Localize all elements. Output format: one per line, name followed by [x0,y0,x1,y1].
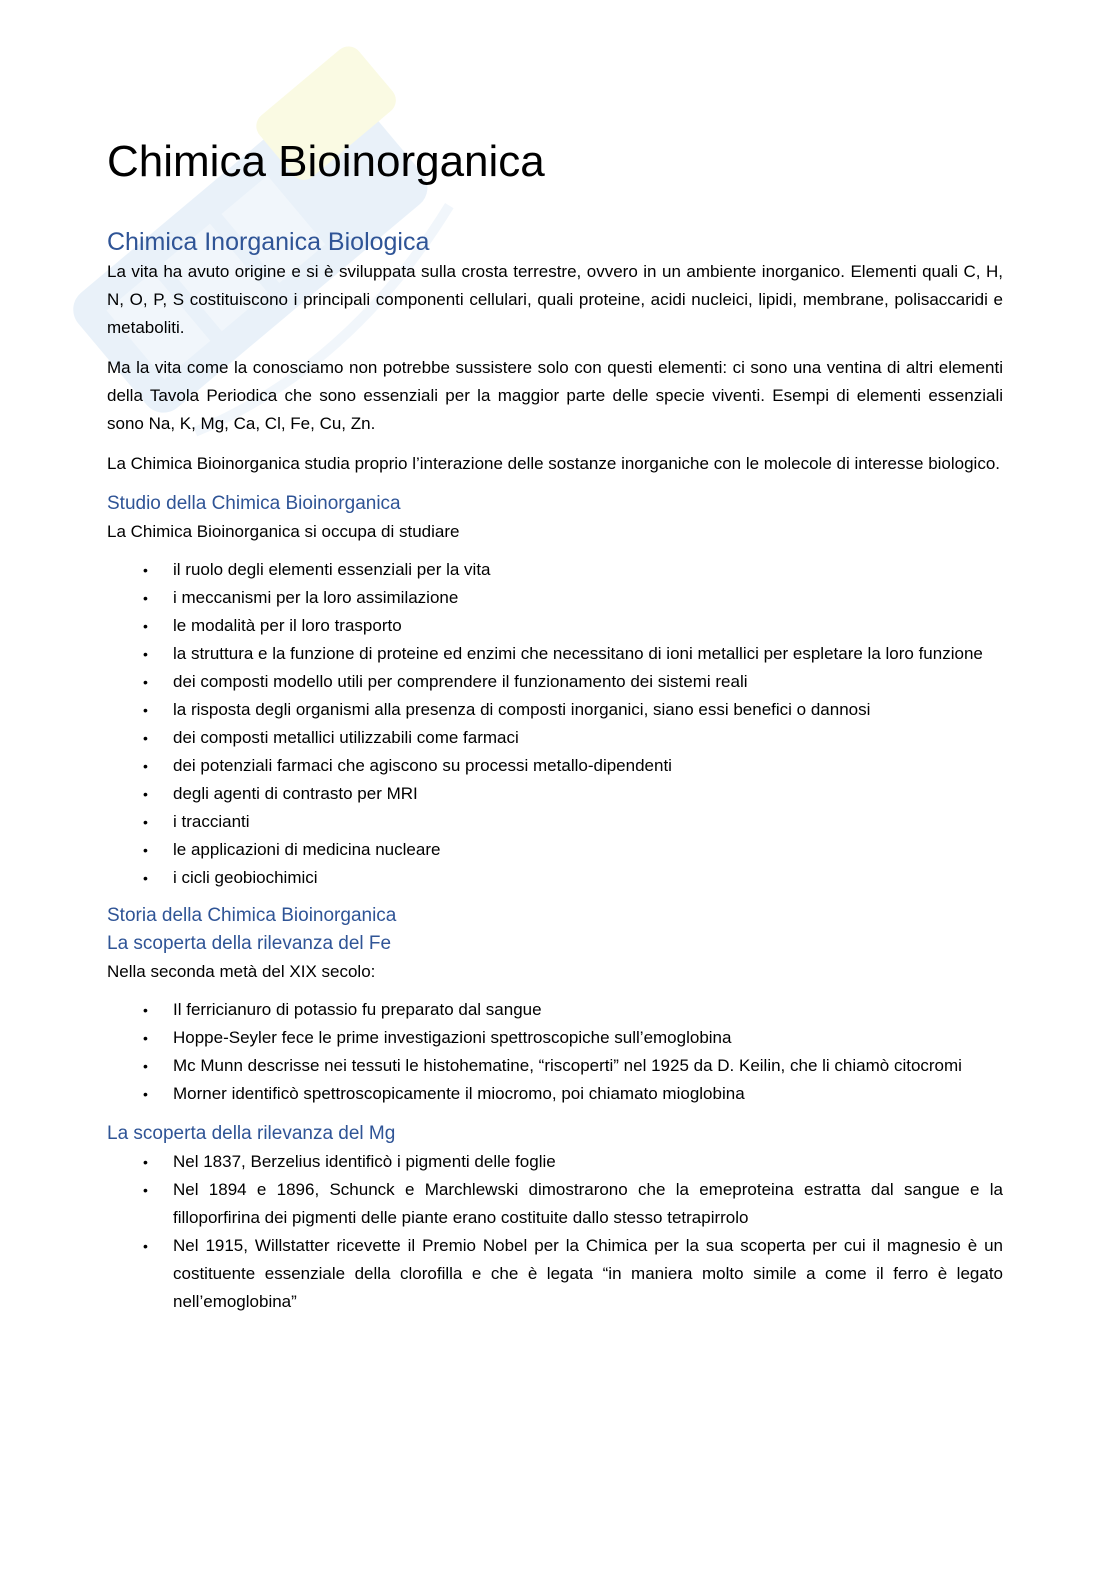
bullet-icon: • [143,1238,148,1254]
bullet-icon: • [143,814,148,830]
bullet-icon: • [143,590,148,606]
list-item: • dei composti metallici utilizzabili come farmaci [107,724,1003,752]
list-item: • la risposta degli organismi alla presenza di composti inorganici, siano essi benefici o dannosi [107,696,1003,724]
bullet-icon: • [143,786,148,802]
bullet-icon: • [143,618,148,634]
bullet-icon: • [143,646,148,662]
list-item: • dei composti modello utili per comprendere il funzionamento dei sistemi reali [107,668,1003,696]
paragraph: La vita ha avuto origine e si è sviluppata sulla crosta terrestre, ovvero in un ambiente inorganico. Elementi quali C, H, N, O, P, S costituiscono i principali componenti cellulari, quali proteine, acidi nucleici, lipidi, membrane, polisaccaridi e metaboliti. [107,262,1003,337]
list-intro: Nella seconda metà del XIX secolo: [107,962,376,981]
section-heading-storia: Storia della Chimica Bioinorganica [107,905,397,926]
list-item: • Nel 1915, Willstatter ricevette il Premio Nobel per la Chimica per la sua scoperta per cui il magnesio è un costituente essenziale della clorofilla e che è legata “in maniera molto simile a come il ferro è legato nell’emoglobina” [107,1232,1003,1316]
bullet-icon: • [143,758,148,774]
study-topics-list [107,556,1003,892]
fe-history-list [107,996,1003,1108]
list-item: • i cicli geobiochimici [107,864,1003,892]
list-item: • i meccanismi per la loro assimilazione [107,584,1003,612]
section-heading-inorganica: Chimica Inorganica Biologica [107,228,430,256]
bullet-icon: • [143,842,148,858]
bullet-icon: • [143,702,148,718]
section-heading-studio: Studio della Chimica Bioinorganica [107,493,401,514]
bullet-icon: • [143,1182,148,1198]
list-item: • le modalità per il loro trasporto [107,612,1003,640]
list-item: • Nel 1894 e 1896, Schunck e Marchlewski dimostrarono che la emeproteina estratta dal sangue e la filloporfirina dei pigmenti delle piante erano costituite dallo stesso tetrapirrolo [107,1176,1003,1232]
paragraph: Ma la vita come la conosciamo non potrebbe sussistere solo con questi elementi: ci sono una ventina di altri elementi della Tavola Periodica che sono essenziali per la maggior parte delle specie viventi. Esempi di elementi essenziali sono Na, K, Mg, Ca, Cl, Fe, Cu, Zn. [107,358,1003,433]
list-item: • Hoppe-Seyler fece le prime investigazioni spettroscopiche sull’emoglobina [107,1024,1003,1052]
bullet-icon: • [143,1086,148,1102]
list-item: • le applicazioni di medicina nucleare [107,836,1003,864]
bullet-icon: • [143,562,148,578]
list-item: • dei potenziali farmaci che agiscono su processi metallo-dipendenti [107,752,1003,780]
bullet-icon: • [143,1030,148,1046]
list-item: • i traccianti [107,808,1003,836]
list-intro: La Chimica Bioinorganica si occupa di studiare [107,522,460,541]
document-title: Chimica Bioinorganica [107,137,545,186]
bullet-icon: • [143,1002,148,1018]
list-item: • la struttura e la funzione di proteine ed enzimi che necessitano di ioni metallici per espletare la loro funzione [107,640,1003,668]
mg-history-list [107,1148,1003,1316]
subsection-heading-fe: La scoperta della rilevanza del Fe [107,933,392,954]
subsection-heading-mg: La scoperta della rilevanza del Mg [107,1123,396,1144]
list-item: • Morner identificò spettroscopicamente il miocromo, poi chiamato mioglobina [107,1080,1003,1108]
bullet-icon: • [143,1058,148,1074]
list-item: • Mc Munn descrisse nei tessuti le histohematine, “riscoperti” nel 1925 da D. Keilin, che li chiamò citocromi [107,1052,1003,1080]
list-item: • degli agenti di contrasto per MRI [107,780,1003,808]
document-page [107,132,1003,1316]
list-item: • Il ferricianuro di potassio fu preparato dal sangue [107,996,1003,1024]
bullet-icon: • [143,1154,148,1170]
bullet-icon: • [143,730,148,746]
bullet-icon: • [143,870,148,886]
list-item: • il ruolo degli elementi essenziali per la vita [107,556,1003,584]
bullet-icon: • [143,674,148,690]
paragraph: La Chimica Bioinorganica studia proprio l’interazione delle sostanze inorganiche con le molecole di interesse biologico. [107,454,1001,473]
list-item: • Nel 1837, Berzelius identificò i pigmenti delle foglie [107,1148,1003,1176]
